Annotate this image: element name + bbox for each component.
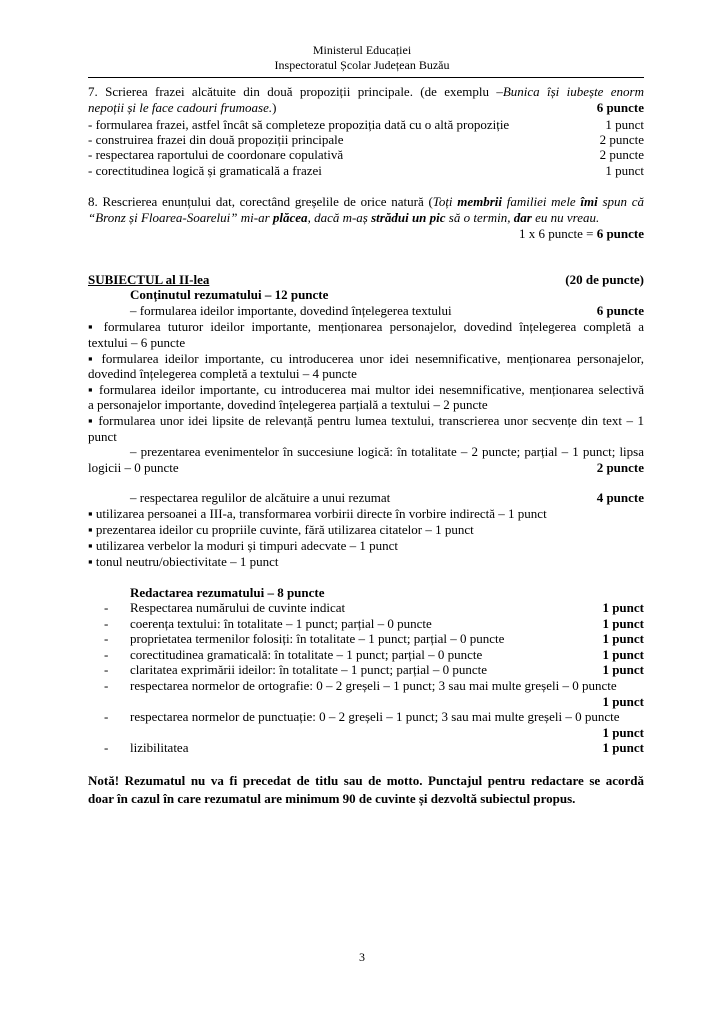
item7-criterion: - respectarea raportului de coordonare copulativă bbox=[88, 147, 344, 162]
bullet-line: ▪ formularea tuturor ideilor importante, menționarea personajelor, dovedind înțelegerea completă a bbox=[88, 319, 644, 334]
writing-points: 1 punct bbox=[602, 647, 644, 662]
item7-criterion: - corectitudinea logică și gramaticală a frazei bbox=[88, 163, 322, 178]
ideas-line: – formularea ideilor importante, dovedind înțelegerea textului bbox=[130, 303, 452, 318]
rules-line: – respectarea regulilor de alcătuire a unui rezumat bbox=[130, 490, 391, 505]
writing-dash: - bbox=[104, 647, 109, 662]
subject2-total: (20 de puncte) bbox=[565, 272, 644, 287]
item7-criterion: - construirea frazei din două propoziții principale bbox=[88, 132, 344, 147]
sequence-points: 2 puncte bbox=[596, 460, 644, 475]
sequence-line: – prezentarea evenimentelor în succesiune logică: în totalitate – 2 puncte; parțial – 1 punct; lipsa bbox=[130, 444, 644, 459]
page-number: 3 bbox=[359, 950, 365, 964]
item7-line2: nepoții și le face cadouri frumoase.) bbox=[88, 100, 277, 115]
header-ministry: Ministerul Educației bbox=[312, 43, 412, 57]
writing-points: 1 punct bbox=[602, 662, 644, 677]
writing-dash: - bbox=[104, 600, 109, 615]
item7-criterion-points: 1 punct bbox=[605, 163, 644, 178]
writing-dash: - bbox=[104, 678, 109, 693]
punctuation-points: 1 punct bbox=[602, 725, 644, 740]
item7-line1: 7. Scrierea frazei alcătuite din două propoziții principale. (de exemplu –Bunica își iubește enorm bbox=[88, 84, 645, 99]
orthography-points: 1 punct bbox=[602, 694, 644, 709]
ideas-points: 6 puncte bbox=[596, 303, 644, 318]
header-inspectorate: Inspectoratul Școlar Județean Buzău bbox=[274, 58, 450, 72]
legibility-criterion: lizibilitatea bbox=[130, 740, 189, 755]
writing-points: 1 punct bbox=[602, 631, 644, 646]
writing-criterion: Respectarea numărului de cuvinte indicat bbox=[130, 600, 346, 615]
writing-dash: - bbox=[104, 631, 109, 646]
writing-dash: - bbox=[104, 662, 109, 677]
writing-criterion: coerența textului: în totalitate – 1 punct; parțial – 0 puncte bbox=[130, 616, 432, 631]
bullet-line: ▪ formularea unor idei lipsite de relevanță pentru lumea textului, transcrierea unor secvențe din text – 1 bbox=[88, 413, 644, 428]
item7-criterion: - formularea frazei, astfel încât să completeze propoziția dată cu o altă propoziție bbox=[88, 117, 510, 132]
item7-total: 6 puncte bbox=[596, 100, 644, 115]
note-line: Notă! Rezumatul nu va fi precedat de titlu sau de motto. Punctajul pentru redactare se acordă bbox=[88, 773, 644, 788]
subject2-title: SUBIECTUL al II-lea bbox=[88, 272, 210, 287]
writing-points: 1 punct bbox=[602, 616, 644, 631]
rules-bullet: ▪ tonul neutru/obiectivitate – 1 punct bbox=[88, 554, 279, 569]
rules-bullet: ▪ utilizarea verbelor la moduri și timpuri adecvate – 1 punct bbox=[88, 538, 399, 553]
item7-criterion-points: 1 punct bbox=[605, 117, 644, 132]
item8-line2: “Bronz și Floarea-Soarelui” mi-ar plăcea, dacă m-aș strădui un pic să o termin, dar eu nu vreau. bbox=[88, 210, 600, 225]
item7-criterion-points: 2 puncte bbox=[599, 147, 644, 162]
rules-points: 4 puncte bbox=[596, 490, 644, 505]
bullet-line: ▪ formularea ideilor importante, cu introducerea unor idei nesemnificative, menționarea personajelor, bbox=[88, 351, 644, 366]
writing-criterion: corectitudinea gramaticală: în totalitate – 1 punct; parțial – 0 puncte bbox=[130, 647, 483, 662]
note-line: doar în cazul în care rezumatul are minimum 90 de cuvinte și dezvoltă subiectul propus. bbox=[88, 791, 576, 806]
writing-dash: - bbox=[104, 740, 109, 755]
writing-dash: - bbox=[104, 616, 109, 631]
bullet-line: ▪ formularea ideilor importante, cu introducerea mai multor idei nesemnificative, menționarea selectivă bbox=[88, 382, 644, 397]
writing-heading: Redactarea rezumatului – 8 puncte bbox=[130, 585, 325, 600]
bullet-line: punct bbox=[88, 429, 117, 444]
item8-line1: 8. Rescrierea enunțului dat, corectând greșelile de orice natură (Toți membrii familiei mele îmi spun că bbox=[88, 194, 644, 209]
bullet-line: textului – 6 puncte bbox=[88, 335, 186, 350]
writing-points: 1 punct bbox=[602, 600, 644, 615]
writing-criterion: proprietatea termenilor folosiți: în totalitate – 1 punct; parțial – 0 puncte bbox=[130, 631, 505, 646]
punctuation-criterion: respectarea normelor de punctuație: 0 – 2 greșeli – 1 punct; 3 sau mai multe greșeli – 0 puncte bbox=[130, 709, 620, 724]
writing-criterion: claritatea exprimării ideilor: în totalitate – 1 punct; parțial – 0 puncte bbox=[130, 662, 488, 677]
sequence-line: logicii – 0 puncte bbox=[88, 460, 179, 475]
legibility-points: 1 punct bbox=[602, 740, 644, 755]
rules-bullet: ▪ prezentarea ideilor cu propriile cuvinte, fără utilizarea citatelor – 1 punct bbox=[88, 522, 474, 537]
item7-criterion-points: 2 puncte bbox=[599, 132, 644, 147]
bullet-line: dovedind înțelegerea completă a textului – 4 puncte bbox=[88, 366, 357, 381]
item8-score: 1 x 6 puncte = 6 puncte bbox=[518, 226, 644, 241]
writing-dash: - bbox=[104, 709, 109, 724]
bullet-line: a personajelor importante, dovedind înțelegerea parțială a textului – 2 puncte bbox=[88, 397, 488, 412]
rules-bullet: ▪ utilizarea persoanei a III-a, transformarea vorbirii directe în vorbire indirectă – 1 punct bbox=[88, 506, 547, 521]
header-rule bbox=[88, 77, 644, 78]
orthography-criterion: respectarea normelor de ortografie: 0 – 2 greșeli – 1 punct; 3 sau mai multe greșeli – 0 puncte bbox=[130, 678, 617, 693]
content-heading: Conținutul rezumatului – 12 puncte bbox=[130, 287, 329, 302]
